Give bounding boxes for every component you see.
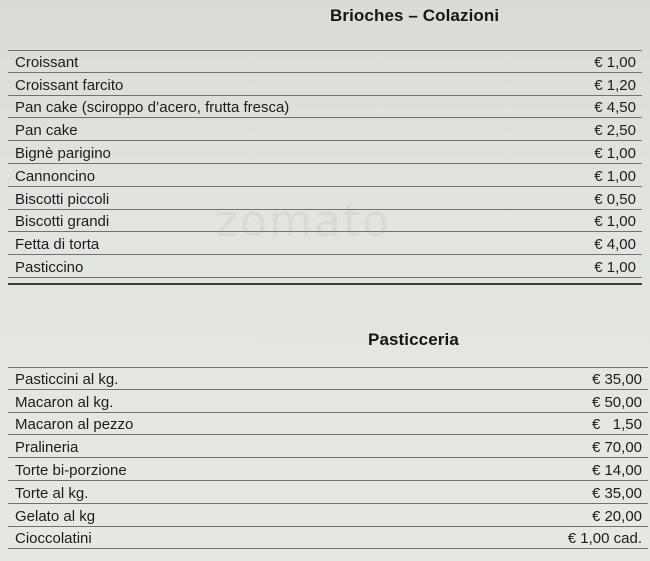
menu-row	[8, 367, 648, 390]
item-name: Cioccolatini	[15, 530, 92, 548]
item-price: € 20,00	[591, 507, 642, 525]
menu-row	[8, 481, 648, 504]
menu-row	[8, 232, 642, 255]
item-name: Fetta di torta	[15, 236, 100, 254]
menu-row	[8, 210, 642, 233]
menu-table-brioches	[8, 50, 642, 278]
menu-row	[8, 164, 642, 187]
item-price: € 1,00	[594, 144, 636, 162]
menu-row	[8, 413, 648, 436]
item-price: € 1,00	[594, 167, 636, 185]
menu-table-pasticceria	[8, 367, 648, 549]
item-price: € 50,00	[591, 393, 642, 411]
item-price: € 2,50	[594, 122, 636, 140]
item-name: Pasticcini al kg.	[15, 370, 119, 388]
section-divider	[8, 283, 642, 285]
watermark: zomato	[215, 196, 392, 247]
menu-row	[8, 73, 642, 96]
item-price: € 1,20	[594, 76, 636, 94]
menu-row	[8, 187, 642, 210]
section-title-pasticceria: Pasticceria	[368, 330, 459, 349]
menu-row	[8, 435, 648, 458]
item-name: Croissant	[15, 53, 79, 71]
item-price: € 1,00 cad.	[567, 530, 642, 548]
item-name: Pan cake	[15, 122, 78, 140]
menu-row	[8, 50, 642, 73]
item-price: € 4,00	[594, 236, 636, 254]
menu-row	[8, 96, 642, 119]
menu-row	[8, 527, 648, 550]
menu-row	[8, 255, 642, 278]
menu-row	[8, 141, 642, 164]
item-price: € 1,00	[594, 213, 636, 231]
item-name: Biscotti grandi	[15, 213, 110, 231]
menu-row	[8, 458, 648, 481]
item-price: € 35,00	[591, 370, 642, 388]
item-name: Biscotti piccoli	[15, 190, 110, 208]
item-name: Macaron al pezzo	[15, 416, 134, 434]
item-name: Torte al kg.	[15, 484, 89, 502]
menu-row	[8, 504, 648, 527]
menu-row	[8, 118, 642, 141]
item-price: € 1,00	[594, 258, 636, 276]
item-name: Torte bi-porzione	[15, 461, 127, 479]
item-price: € 70,00	[591, 439, 642, 457]
item-name: Pasticcino	[15, 258, 84, 276]
menu-row	[8, 390, 648, 413]
item-name: Macaron al kg.	[15, 393, 114, 411]
item-name: Cannoncino	[15, 167, 96, 185]
item-price: € 1,00	[594, 53, 636, 71]
item-price: € 14,00	[591, 461, 642, 479]
item-name: Croissant farcito	[15, 76, 124, 94]
item-name: Gelato al kg	[15, 507, 96, 525]
item-price: € 0,50	[594, 190, 636, 208]
section-title-brioches: Brioches – Colazioni	[330, 6, 500, 25]
item-price: € 35,00	[591, 484, 642, 502]
item-price: € 4,50	[594, 99, 636, 117]
item-price: € 1,50	[591, 416, 642, 434]
item-name: Pan cake (sciroppo d’acero, frutta fresca)	[15, 99, 290, 117]
item-name: Bignè parigino	[15, 144, 111, 162]
item-name: Pralineria	[15, 439, 79, 457]
